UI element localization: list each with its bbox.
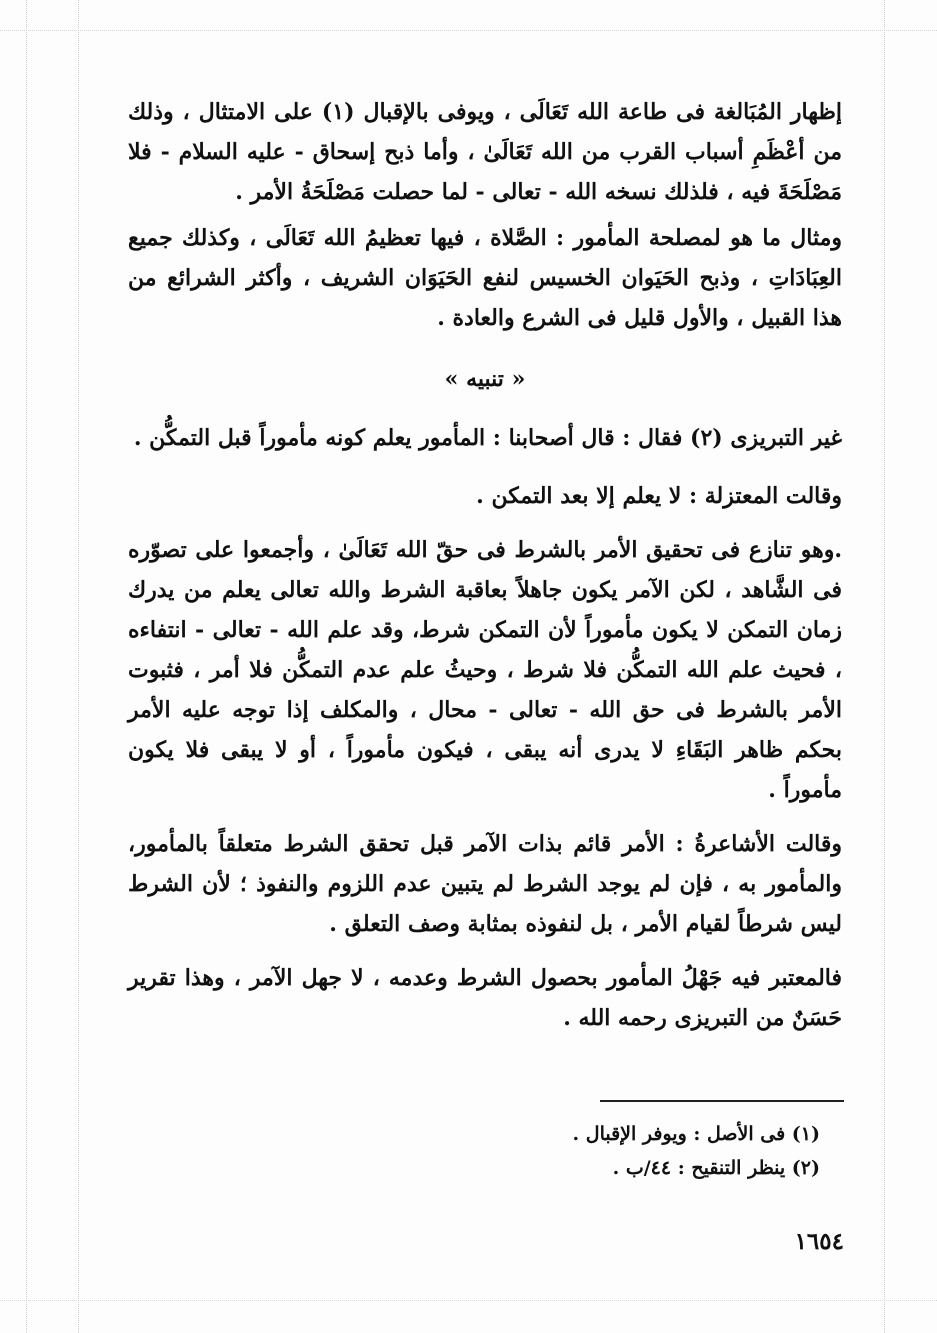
main-text-upper [128,92,842,338]
paragraph: وقالت المعتزلة : لا يعلم إلا بعد التمكن . [476,483,842,509]
footnote-divider [600,1100,844,1102]
scan-guide-line [0,30,937,31]
scan-guide-line [884,0,885,1333]
scan-guide-line [78,0,79,1333]
paragraph: فالمعتبر فيه جَهْلُ المأمور بحصول الشرط وعدمه ، لا جهل الآمر ، وهذا تقرير حَسَنٌ من التبريزى رحمه الله . [128,965,842,1031]
footnote: (١) فى الأصل : ويوفر الإقبال . [572,1123,820,1145]
paragraph: ومثال ما هو لمصلحة المأمور : الصَّلاة ، فيها تعظيمُ الله تَعَالَى ، وكذلك جميع العِبَادَاتِ ، وذبح الحَيَوان الخسيس لنفع الحَيَوَان الشريف ، وأكثر الشرائع من هذا القبيل ، والأول قليل فى الشرع والعادة . [128,225,842,331]
paragraph: غير التبريزى (٢) فقال : قال أصحابنا : المأمور يعلم كونه مأموراً قبل التمكُّن . [133,425,842,451]
paragraph: إظهار المُبَالغة فى طاعة الله تَعَالَى ، ويوفى بالإقبال (١) على الامتثال ، وذلك من أعْظَمِ أسباب القرب من الله تَعَالَىٰ ، وأما ذبح إسحاق - عليه السلام - فلا مَصْلَحَةَ فيه ، فلذلك نسخه الله - تعالى - لما حصلت مَصْلَحَةُ الأمر . [128,99,843,205]
scan-guide-line [0,1300,937,1301]
main-text-lower [128,418,842,1038]
footnotes [400,1117,820,1185]
paragraph: وقالت الأشاعرةُ : الأمر قائم بذات الآمر قبل تحقق الشرط متعلقاً بالمأمور، والمأمور به ، فإن لم يوجد الشرط لم يتبين عدم اللزوم والنفوذ ؛ لأن الشرط ليس شرطاً لقيام الأمر ، بل لنفوذه بمثابة وصف التعلق . [128,831,842,937]
paragraph: .وهو تنازع فى تحقيق الأمر بالشرط فى حقّ الله تَعَالَىٰ ، وأجمعوا على تصوّره فى الشَّاهد ، لكن الآمر يكون جاهلاً بعاقبة الشرط والله تعالى يعلم من يدرك زمان التمكن لا يكون مأموراً لأن التمكن شرط، وقد علم الله - تعالى - انتفاءه ، فحيث علم الله التمكُّن فلا شرط ، وحيثُ علم عدم التمكُّن فلا أمر ، فثبوت الأمر بالشرط فى حق الله - تعالى - محال ، والمكلف إذا توجه عليه الأمر بحكم ظاهر البَقَاءِ لا يدرى أنه يبقى ، فيكون مأموراً ، أو لا يبقى فلا يكون مأموراً . [128,537,842,803]
page-number: ١٦٥٤ [794,1228,844,1255]
footnote: (٢) ينظر التنقيح : ٤٤/ب . [612,1157,820,1179]
section-heading: « تنبيه » [444,366,526,392]
scan-guide-line [26,0,27,1333]
